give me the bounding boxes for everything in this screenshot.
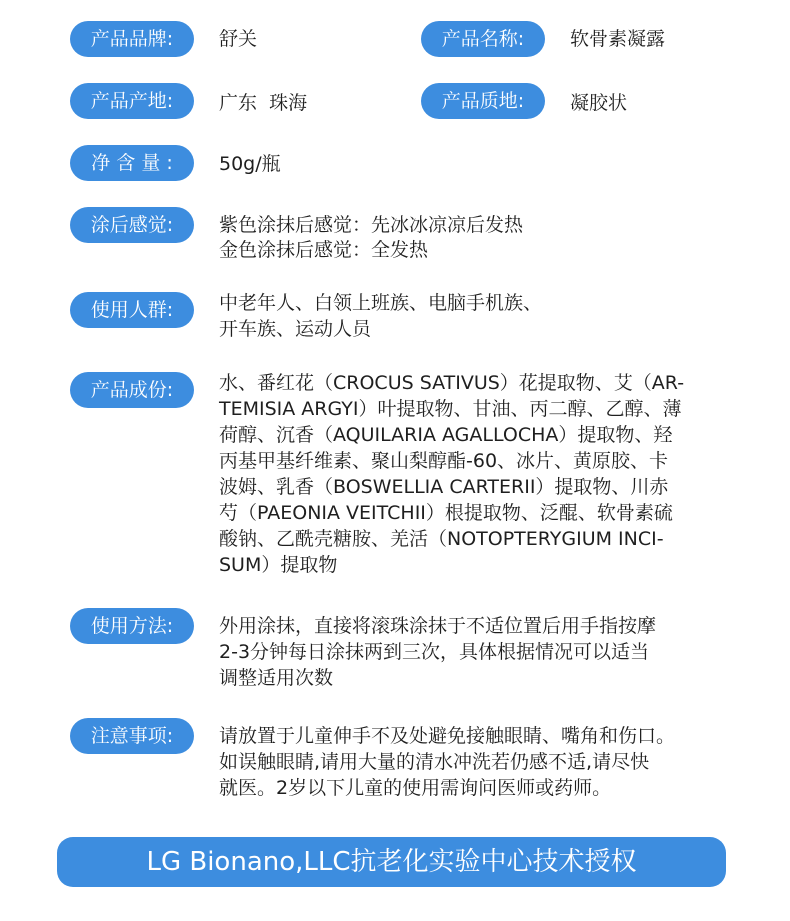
users-line-1: 中老年人、白领上班族、电脑手机族、 — [219, 292, 543, 314]
origin-value: 广东 珠海 — [219, 92, 308, 114]
notes-line-2: 如误触眼睛,请用大量的清水冲洗若仍感不适,请尽快 — [219, 751, 650, 773]
ingredients-line-8: SUM）提取物 — [219, 554, 338, 576]
usage-line-3: 调整适用次数 — [219, 667, 334, 689]
ingredients-line-7: 酸钠、乙酰壳糖胺、羌活（NOTOPTERYGIUM INCI- — [219, 528, 664, 550]
users-label: 使用人群: — [70, 292, 194, 328]
feel-line-2: 金色涂抹后感觉：全发热 — [219, 239, 429, 261]
origin-label: 产品产地: — [70, 83, 194, 119]
ingredients-line-4: 丙基甲基纤维素、聚山梨醇酯-60、冰片、黄原胶、卡 — [219, 450, 669, 472]
usage-line-1: 外用涂抹，直接将滚珠涂抹于不适位置后用手指按摩 — [219, 615, 657, 637]
ingredients-line-5: 波姆、乳香（BOSWELLIA CARTERII）提取物、川赤 — [219, 476, 669, 498]
usage-label: 使用方法: — [70, 608, 194, 644]
ingredients-line-6: 芍（PAEONIA VEITCHII）根提取物、泛醌、软骨素硫 — [219, 502, 673, 524]
ingredients-line-2: TEMISIA ARGYI）叶提取物、甘油、丙二醇、乙醇、薄 — [219, 398, 682, 420]
net-content-value: 50g/瓶 — [219, 153, 281, 175]
notes-line-3: 就医。2岁以下儿童的使用需询问医师或药师。 — [219, 777, 612, 799]
notes-label: 注意事项: — [70, 718, 194, 754]
ingredients-label: 产品成份: — [70, 372, 194, 408]
authorization-banner: LG Bionano,LLC抗老化实验中心技术授权 — [57, 837, 726, 887]
net-content-label: 净 含 量 : — [70, 145, 194, 181]
feel-label: 涂后感觉: — [70, 207, 194, 243]
ingredients-line-3: 荷醇、沉香（AQUILARIA AGALLOCHA）提取物、羟 — [219, 424, 673, 446]
product-name-label: 产品名称: — [421, 21, 545, 57]
brand-label: 产品品牌: — [70, 21, 194, 57]
brand-value: 舒关 — [219, 28, 258, 50]
texture-value: 凝胶状 — [570, 92, 628, 114]
users-line-2: 开车族、运动人员 — [219, 318, 372, 340]
feel-line-1: 紫色涂抹后感觉：先冰冰凉凉后发热 — [219, 214, 524, 236]
notes-line-1: 请放置于儿童伸手不及处避免接触眼睛、嘴角和伤口。 — [219, 725, 676, 747]
usage-line-2: 2-3分钟每日涂抹两到三次，具体根据情况可以适当 — [219, 641, 650, 663]
product-name-value: 软骨素凝露 — [570, 28, 666, 50]
ingredients-line-1: 水、番红花（CROCUS SATIVUS）花提取物、艾（AR- — [219, 372, 685, 394]
texture-label: 产品质地: — [421, 83, 545, 119]
